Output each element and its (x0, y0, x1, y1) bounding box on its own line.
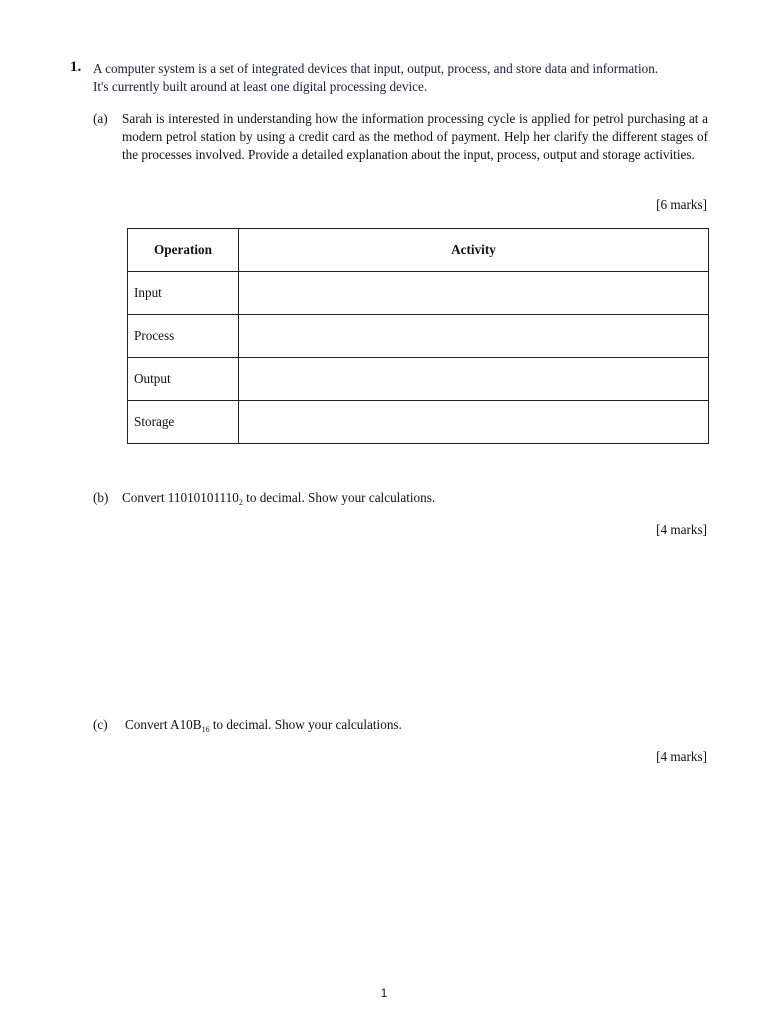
operations-table (127, 228, 709, 444)
table-row (128, 315, 709, 358)
part-a-text: Sarah is interested in understanding how the information processing cycle is applied for petrol purchasing at a modern petrol station by using a credit card as the method of payment. Help her clarify the different stages of the processes involved. Provide a detailed explanation about the input, process, output and storage activities. (122, 111, 708, 162)
part-b-text-before: Convert 11010101110 (122, 490, 239, 505)
part-b-label: (b) (93, 490, 109, 505)
header-activity: Activity (239, 229, 709, 272)
question-number: 1. (70, 59, 82, 75)
operation-cell: Process (128, 315, 239, 358)
part-c-text-before: Convert A10B (125, 717, 202, 732)
table-row (128, 401, 709, 444)
activity-cell (239, 272, 709, 315)
question-stem (93, 60, 715, 96)
part-a-marks: [6 marks] (656, 197, 707, 212)
table-row (128, 272, 709, 315)
table-row (128, 358, 709, 401)
activity-cell (239, 358, 709, 401)
page-number: 1 (380, 986, 388, 1000)
question-stem-line-1: A computer system is a set of integrated devices that input, output, process, and store data and information. (93, 61, 659, 76)
part-c-marks: [4 marks] (656, 749, 707, 764)
part-c-base-subscript: 16 (201, 725, 210, 734)
part-b-marks: [4 marks] (656, 522, 707, 537)
part-c-text-after: to decimal. Show your calculations. (209, 717, 402, 732)
activity-cell (239, 315, 709, 358)
header-operation: Operation (128, 229, 239, 272)
part-c-label: (c) (93, 717, 108, 732)
operation-cell: Input (128, 272, 239, 315)
part-b-base-subscript: 2 (238, 498, 243, 507)
part-a-label: (a) (93, 111, 108, 126)
part-b-text (122, 489, 435, 512)
question-stem-line-2: It's currently built around at least one digital processing device. (93, 79, 428, 94)
part-c-text (125, 716, 402, 739)
part-b-text-after: to decimal. Show your calculations. (242, 490, 436, 505)
operation-cell: Output (128, 358, 239, 401)
activity-cell (239, 401, 709, 444)
table-header-row (128, 229, 709, 272)
operation-cell: Storage (128, 401, 239, 444)
